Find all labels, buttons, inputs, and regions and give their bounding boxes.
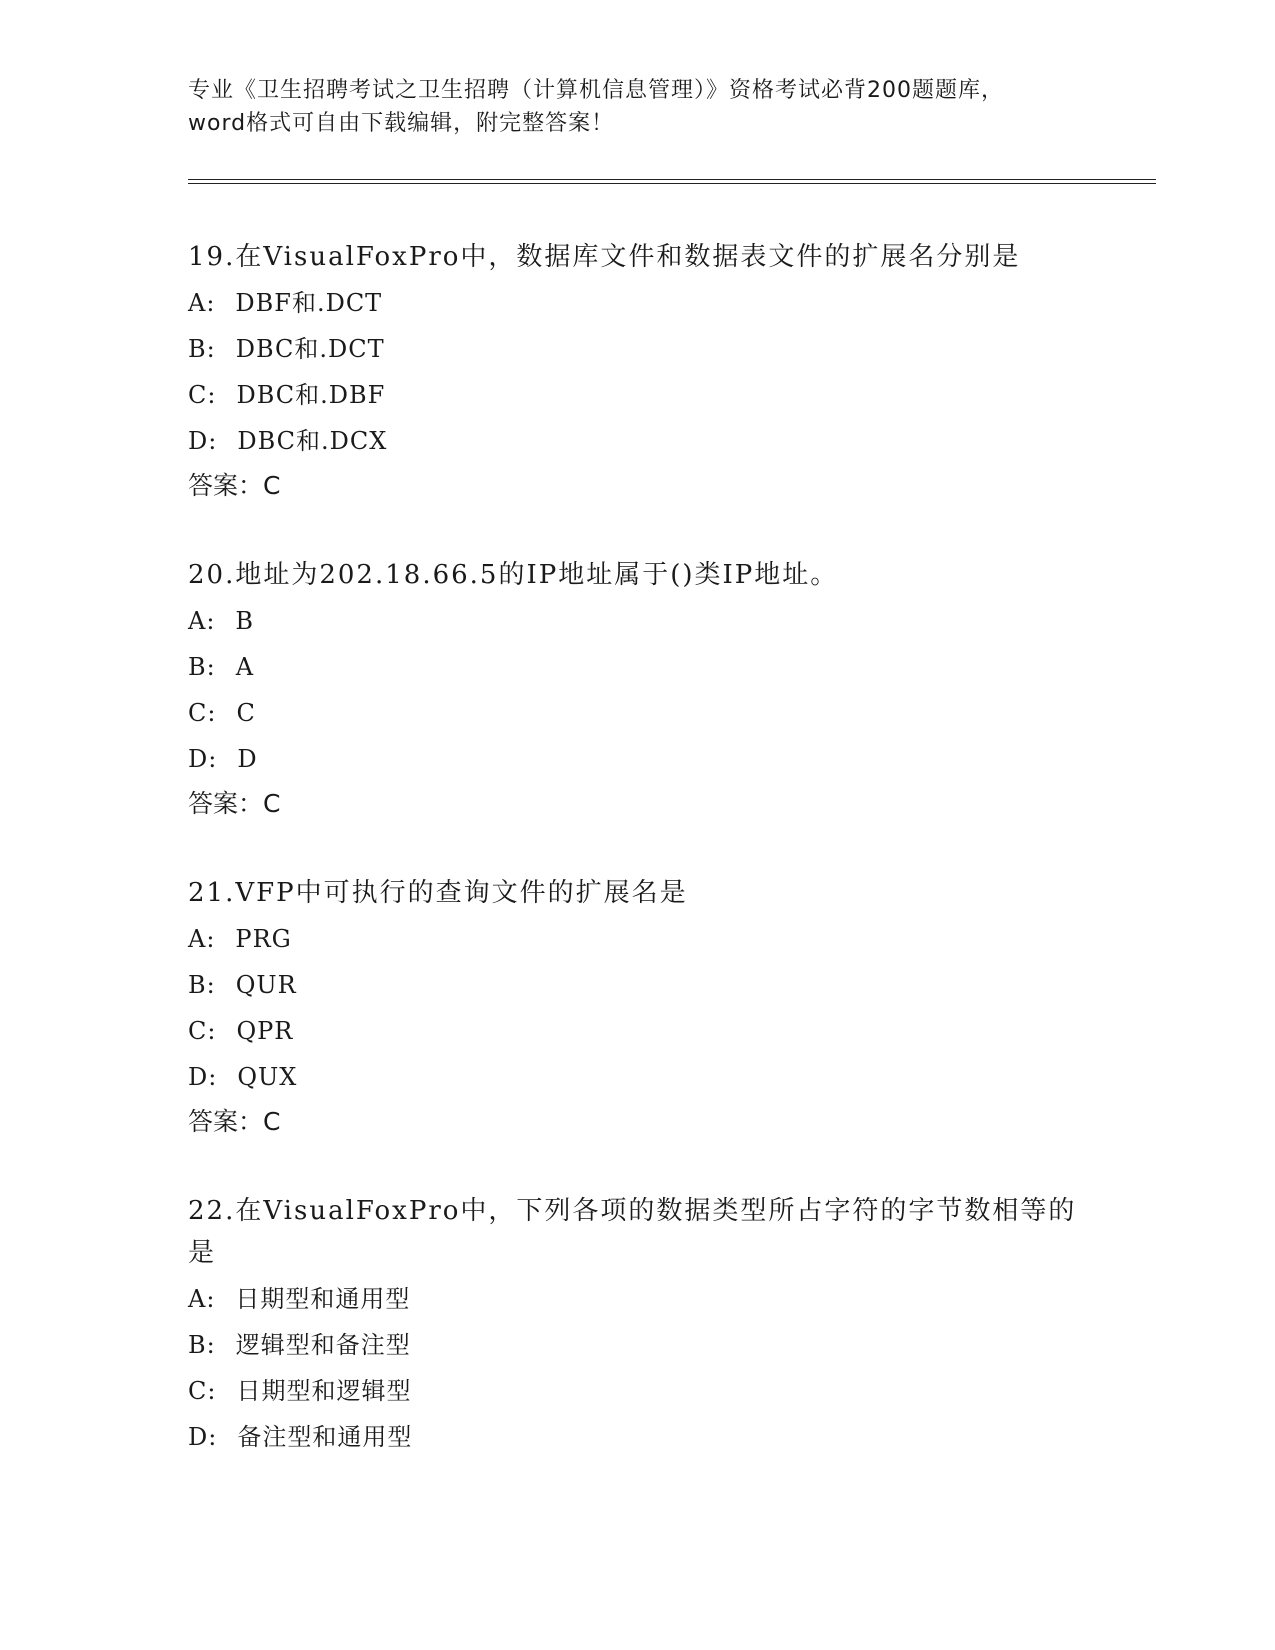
option-text: 日期型和通用型	[235, 1285, 411, 1313]
option-text: 逻辑型和备注型	[235, 1331, 411, 1359]
option-letter: C:	[188, 699, 217, 727]
option-text: DBC和.DCX	[237, 427, 388, 455]
option-letter: A:	[188, 607, 216, 635]
option-a	[188, 1276, 1088, 1322]
question-19	[188, 234, 1088, 508]
option-text: 日期型和逻辑型	[236, 1377, 412, 1405]
option-b	[188, 962, 1088, 1008]
option-c	[188, 372, 1088, 418]
question-text: 19.在VisualFoxPro中，数据库文件和数据表文件的扩展名分别是	[188, 242, 1021, 272]
question-20	[188, 552, 1088, 826]
option-text: 备注型和通用型	[237, 1423, 413, 1451]
option-a	[188, 598, 1088, 644]
option-letter: C:	[188, 381, 217, 409]
option-c	[188, 1368, 1088, 1414]
question-text: 20.地址为202.18.66.5的IP地址属于()类IP地址。	[188, 560, 839, 590]
document-header	[188, 74, 1088, 140]
question-22	[188, 1188, 1088, 1460]
option-letter: B:	[188, 1331, 216, 1359]
option-text: QUR	[235, 971, 297, 999]
option-b	[188, 1322, 1088, 1368]
option-text: QUX	[237, 1063, 298, 1091]
option-b	[188, 644, 1088, 690]
option-a	[188, 280, 1088, 326]
option-letter: B:	[188, 335, 216, 363]
option-text: DBC和.DCT	[235, 335, 385, 363]
question-list	[188, 234, 1088, 1504]
option-d	[188, 736, 1088, 782]
header-line-1: 专业《卫生招聘考试之卫生招聘（计算机信息管理）》资格考试必背200题题库，	[188, 78, 1004, 103]
option-text: D	[237, 745, 258, 773]
option-letter: D:	[188, 427, 218, 455]
option-d	[188, 418, 1088, 464]
question-21	[188, 870, 1088, 1144]
option-text: B	[235, 607, 255, 635]
option-d	[188, 1414, 1088, 1460]
option-letter: D:	[188, 1063, 218, 1091]
option-b	[188, 326, 1088, 372]
option-letter: A:	[188, 1285, 216, 1313]
answer-line: 答案：C	[188, 789, 281, 818]
header-line-2: word格式可自由下载编辑，附完整答案！	[188, 111, 615, 136]
answer-line: 答案：C	[188, 471, 281, 500]
option-text: DBF和.DCT	[235, 289, 383, 317]
question-text: 21.VFP中可执行的查询文件的扩展名是	[188, 878, 688, 908]
option-text: PRG	[235, 925, 292, 953]
option-letter: D:	[188, 745, 218, 773]
option-letter: B:	[188, 971, 216, 999]
option-letter: C:	[188, 1377, 217, 1405]
option-letter: B:	[188, 653, 216, 681]
answer-line: 答案：C	[188, 1107, 281, 1136]
option-text: QPR	[236, 1017, 294, 1045]
option-letter: C:	[188, 1017, 217, 1045]
option-letter: A:	[188, 925, 216, 953]
question-text: 22.在VisualFoxPro中，下列各项的数据类型所占字符的字节数相等的是	[188, 1196, 1077, 1268]
option-letter: D:	[188, 1423, 218, 1451]
option-c	[188, 690, 1088, 736]
option-letter: A:	[188, 289, 216, 317]
header-divider-bottom	[188, 183, 1156, 184]
option-c	[188, 1008, 1088, 1054]
option-text: A	[235, 653, 255, 681]
option-text: DBC和.DBF	[236, 381, 386, 409]
header-divider-top	[188, 179, 1156, 180]
option-text: C	[236, 699, 256, 727]
option-d	[188, 1054, 1088, 1100]
option-a	[188, 916, 1088, 962]
